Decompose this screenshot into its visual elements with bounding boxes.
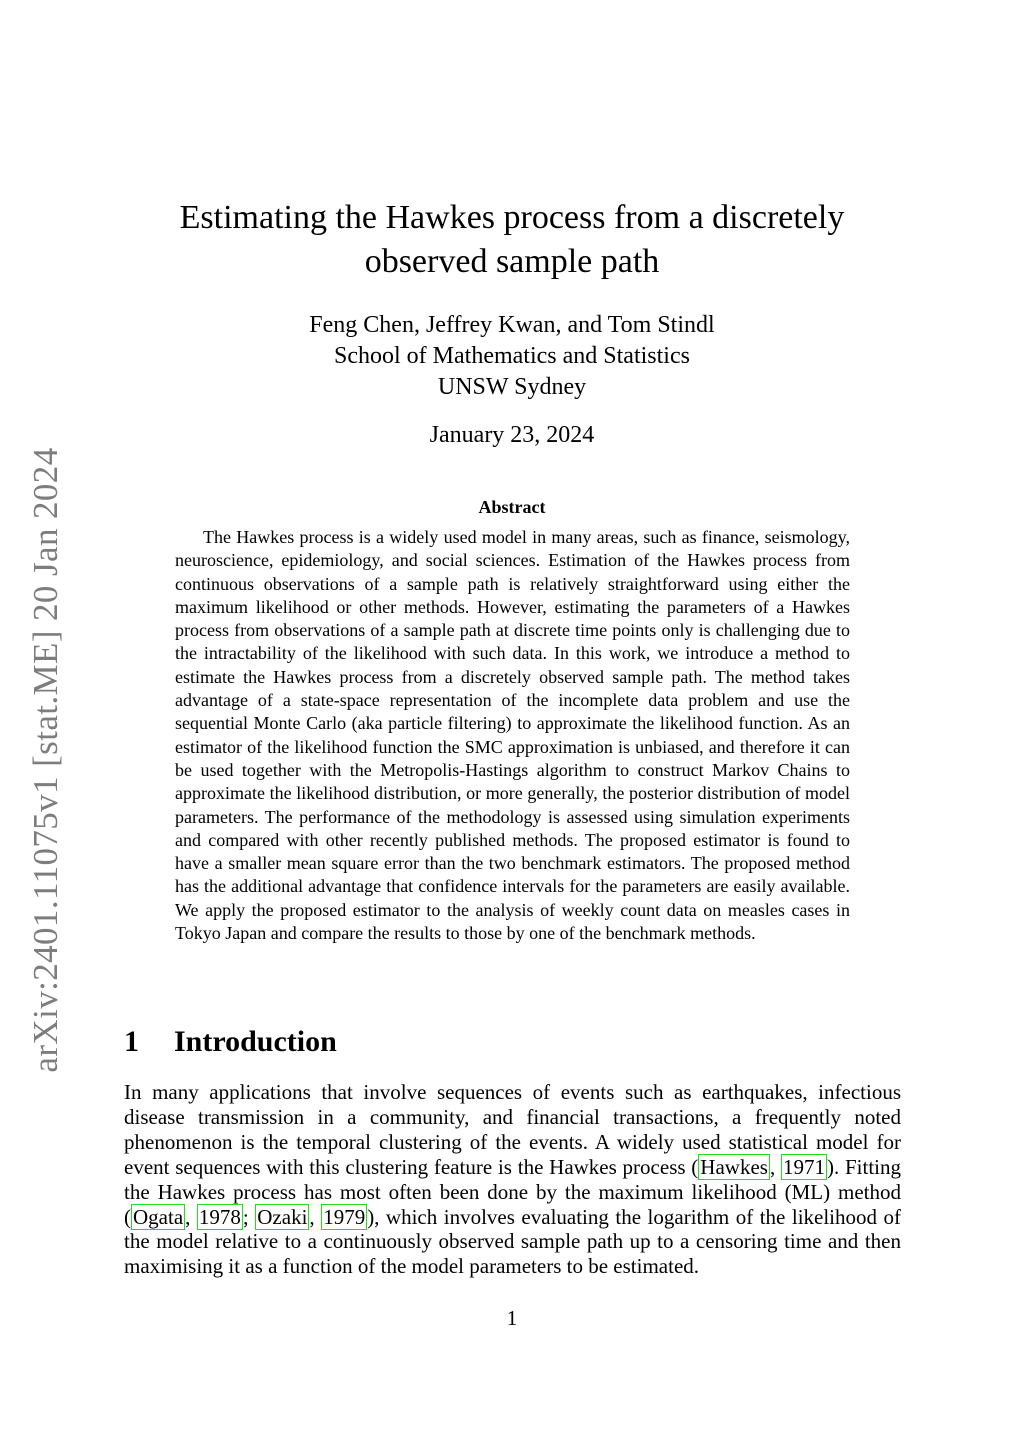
section-heading-introduction [124, 1024, 337, 1060]
citation-ozaki-link[interactable]: Ozaki [257, 1204, 308, 1229]
section-title: Introduction [174, 1025, 337, 1058]
citation-ozaki-year-link[interactable]: 1979 [323, 1204, 366, 1229]
introduction-paragraph [124, 1080, 901, 1279]
citation-hawkes-year-link[interactable]: 1971 [782, 1154, 825, 1179]
arxiv-identifier: arXiv:2401.11075v1 [stat.ME] 20 Jan 2024 [26, 447, 65, 1073]
citation-ogata-link[interactable]: Ogata [133, 1204, 184, 1229]
citation-separator: , [309, 1204, 322, 1229]
intro-text-1: In many applications that involve sequences of events such as earthquakes, infectious disease transmission in a community, and financial transactions, a frequently noted phenomenon is the temporal clustering of the events. A widely used statistical model for event sequences with this clustering feature is the Hawkes process ( [124, 1080, 901, 1179]
citation-separator: ; [242, 1204, 256, 1229]
abstract-text: The Hawkes process is a widely used model in many areas, such as finance, seismology, neuroscience, epidemiology, and social sciences. Estimation of the Hawkes process from continuous observations of a sample path is relatively straightforward using either the maximum likelihood or other methods. However, estimating the parameters of a Hawkes process from observations of a sample path at discrete time points only is challenging due to the intractability of the likelihood with such data. In this work, we introduce a method to estimate the Hawkes process from a discretely observed sample path. The method takes advantage of a state-space representation of the incomplete data problem and use the sequential Monte Carlo (aka particle filtering) to approximate the likelihood function. As an estimator of the likelihood function the SMC approximation is unbiased, and therefore it can be used together with the Metropolis-Hastings algorithm to construct Markov Chains to approximate the likelihood distribution, or more generally, the posterior distribution of model parameters. The performance of the methodology is assessed using simulation experiments and compared with other recently published methods. The proposed estimator is found to have a smaller mean square error than the two benchmark estimators. The proposed method has the additional advantage that confidence intervals for the parameters are easily available. We apply the proposed estimator to the analysis of weekly count data on measles cases in Tokyo Japan and compare the results to those by one of the benchmark methods. [175, 527, 850, 944]
citation-separator: , [769, 1154, 781, 1179]
institution: UNSW Sydney [437, 374, 587, 400]
page-number: 1 [506, 1306, 518, 1330]
section-number: 1 [124, 1025, 139, 1058]
publication-date: January 23, 2024 [429, 422, 595, 448]
author-block [130, 310, 894, 403]
authors: Feng Chen, Jeffrey Kwan, and Tom Stindl [309, 312, 715, 338]
affiliation: School of Mathematics and Statistics [334, 343, 690, 369]
intro-text-2: ). Fitting the Hawkes process has most often been done by the maximum likelihood (ML) method ( [124, 1154, 901, 1229]
paper-title: Estimating the Hawkes process from a discretely observed sample path [179, 199, 845, 280]
abstract-heading: Abstract [478, 497, 546, 517]
citation-separator: , [185, 1204, 197, 1229]
intro-text-3: ), which involves evaluating the logarithm of the likelihood of the model relative to a continuously observed sample path up to a censoring time and then maximising it as a function of the model parameters to be estimated. [124, 1204, 902, 1279]
citation-hawkes-link[interactable]: Hawkes [700, 1154, 768, 1179]
citation-ogata-year-link[interactable]: 1978 [198, 1204, 241, 1229]
